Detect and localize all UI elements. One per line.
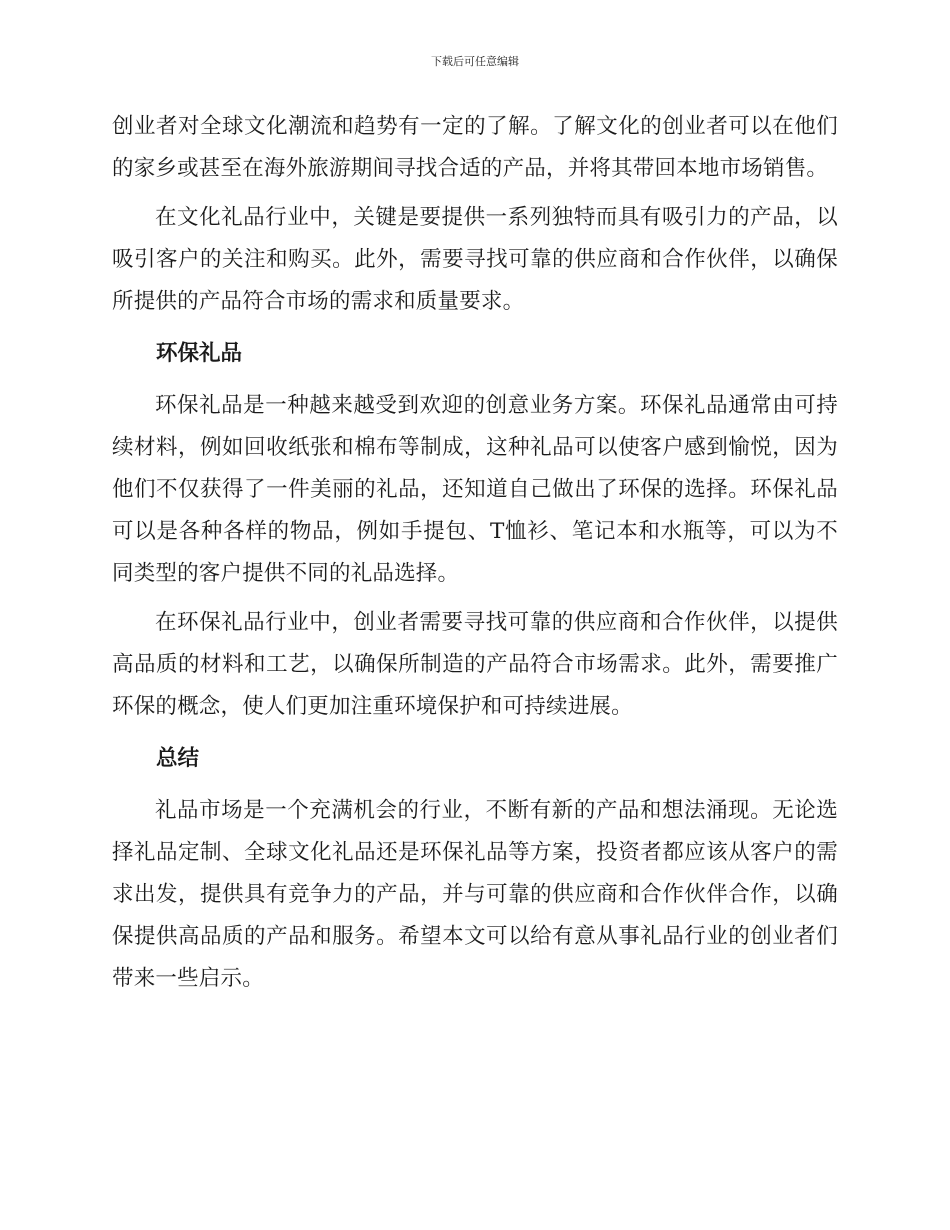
paragraph-eco-gifts-industry: 在环保礼品行业中，创业者需要寻找可靠的供应商和合作伙伴，以提供高品质的材料和工艺，以确保所制造的产品符合市场需求。此外，需要推广环保的概念，使人们更加注重环境保护和可持续进展。 xyxy=(112,610,838,719)
section-heading-summary: 总结 xyxy=(156,746,200,771)
paragraph-cultural-gifts-industry: 在文化礼品行业中，关键是要提供一系列独特而具有吸引力的产品，以吸引客户的关注和购买。此外，需要寻找可靠的供应商和合作伙伴，以确保所提供的产品符合市场的需求和质量要求。 xyxy=(112,205,838,314)
section-heading-eco-gifts: 环保礼品 xyxy=(156,341,243,366)
paragraph-cultural-trends: 创业者对全球文化潮流和趋势有一定的了解。了解文化的创业者可以在他们的家乡或甚至在海外旅游期间寻找合适的产品，并将其带回本地市场销售。 xyxy=(112,114,838,181)
paragraph-summary: 礼品市场是一个充满机会的行业，不断有新的产品和想法涌现。无论选择礼品定制、全球文化礼品还是环保礼品等方案，投资者都应该从客户的需求出发，提供具有竞争力的产品，并与可靠的供应商和合作伙伴合作，以确保提供高品质的产品和服务。希望本文可以给有意从事礼品行业的创业者们带来一些启示。 xyxy=(112,798,838,991)
paragraph-eco-gifts-intro: 环保礼品是一种越来越受到欢迎的创意业务方案。环保礼品通常由可持续材料，例如回收纸张和棉布等制成，这种礼品可以使客户感到愉悦，因为他们不仅获得了一件美丽的礼品，还知道自己做出了环保的选择。环保礼品可以是各种各样的物品，例如手提包、T恤衫、笔记本和水瓶等，可以为不同类型的客户提供不同的礼品选择。 xyxy=(112,393,838,586)
page-header: 下载后可任意编辑 xyxy=(431,55,519,68)
document-body xyxy=(112,106,838,1007)
